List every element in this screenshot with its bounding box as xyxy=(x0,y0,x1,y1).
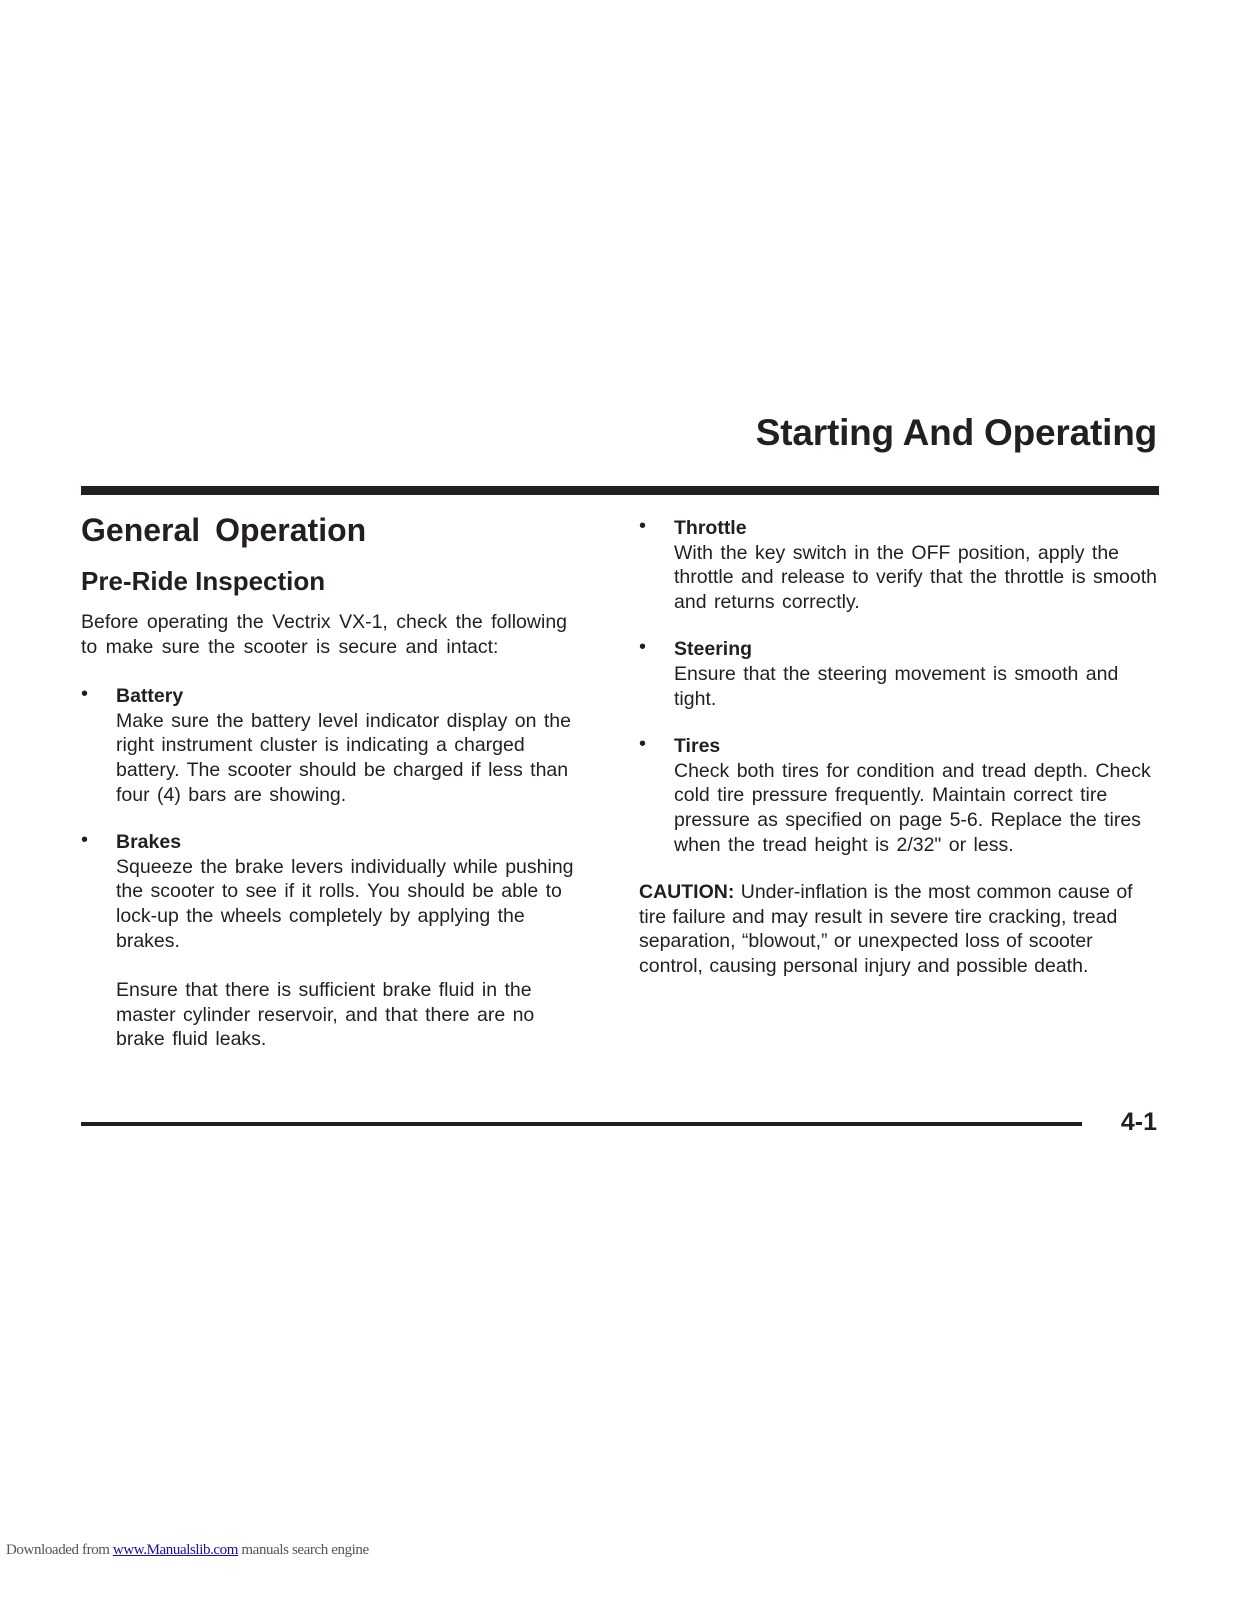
bullet-icon: • xyxy=(81,829,89,852)
caution-paragraph xyxy=(639,880,1159,978)
bullet-icon: • xyxy=(639,515,647,537)
bullet-icon: • xyxy=(639,636,647,659)
subsection-title: Pre-Ride Inspection xyxy=(81,566,326,596)
item-title: Battery xyxy=(116,685,184,708)
chapter-title: Starting And Operating xyxy=(755,412,1157,453)
item-title: Tires xyxy=(674,735,721,758)
right-column xyxy=(639,516,1159,979)
item-extra-text: Ensure that there is sufficient brake fluid in the master cylinder reservoir, and that there are no brake fluid leaks. xyxy=(116,979,535,1051)
item-text: Squeeze the brake levers individually while pushing the scooter to see if it rolls. You should be able to lock-up the wheels completely by applying the brakes. xyxy=(116,855,574,952)
bullet-icon: • xyxy=(639,733,647,756)
manualslib-link[interactable]: www.Manualslib.com xyxy=(112,1542,239,1558)
page-number: 4-1 xyxy=(1120,1108,1157,1136)
bullet-icon: • xyxy=(81,683,89,706)
list-item-brakes xyxy=(81,830,586,1052)
left-column xyxy=(81,508,586,1052)
inspection-list-left xyxy=(81,684,586,1052)
list-item-steering xyxy=(639,637,1159,711)
item-title: Steering xyxy=(674,638,753,661)
footer-divider xyxy=(81,1122,1082,1126)
item-text: With the key switch in the OFF position, apply the throttle and release to verify that the throttle is smooth and returns correctly. xyxy=(674,541,1157,613)
caution-label: CAUTION: xyxy=(639,881,735,904)
item-title: Throttle xyxy=(674,517,747,539)
footer-prefix: Downloaded from xyxy=(6,1542,113,1558)
inspection-list-right xyxy=(639,516,1159,857)
list-item-throttle xyxy=(639,516,1159,614)
section-title: General Operation xyxy=(81,512,367,548)
item-title: Brakes xyxy=(116,831,182,854)
item-text: Check both tires for condition and tread depth. Check cold tire pressure frequently. Maintain correct tire pressure as specified on page 5-6. Replace the tires when the tread height is 2/32" or less. xyxy=(674,759,1151,856)
download-footer xyxy=(6,1542,369,1559)
footer-suffix: manuals search engine xyxy=(238,1542,369,1558)
list-item-tires xyxy=(639,734,1159,857)
chapter-divider xyxy=(81,486,1159,495)
item-text: Ensure that the steering movement is smooth and tight. xyxy=(674,662,1119,710)
intro-paragraph: Before operating the Vectrix VX-1, check the following to make sure the scooter is secure and intact: xyxy=(81,611,568,658)
caution-text: Under-inflation is the most common cause of tire failure and may result in severe tire cracking, tread separation, “blowout,” or unexpected loss of scooter control, causing personal injury and possible death. xyxy=(639,881,1133,977)
list-item-battery xyxy=(81,684,586,807)
item-text: Make sure the battery level indicator display on the right instrument cluster is indicating a charged battery. The scooter should be charged if less than four (4) bars are showing. xyxy=(116,709,571,806)
